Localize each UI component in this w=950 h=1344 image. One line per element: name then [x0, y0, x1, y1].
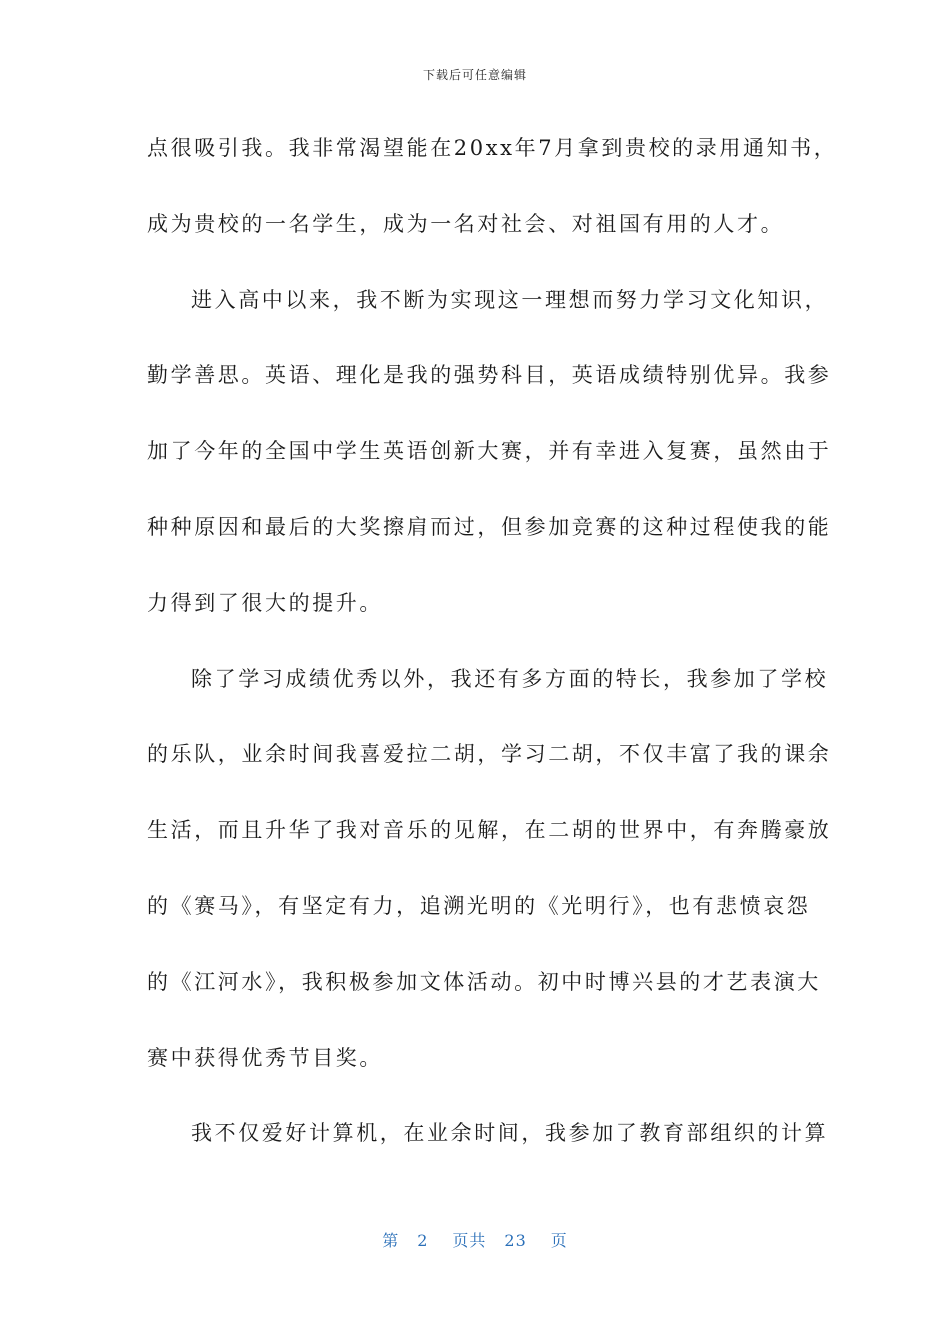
- page-suffix: 页: [550, 1231, 568, 1250]
- page-prefix: 第: [382, 1231, 400, 1250]
- document-body: [147, 125, 838, 1186]
- text-line: 的《赛马》，有坚定有力，追溯光明的《光明行》，也有悲愤哀怨: [147, 893, 811, 918]
- paragraph-start-line: 我不仅爱好计算机，在业余时间，我参加了教育部组织的计算: [191, 1121, 829, 1146]
- page-total: 23: [504, 1231, 527, 1250]
- text-line: 力得到了很大的提升。: [147, 590, 383, 615]
- text-line: 赛中获得优秀节目奖。: [147, 1045, 383, 1070]
- text-line: 勤学善思。英语、理化是我的强势科目，英语成绩特别优异。我参: [147, 363, 832, 388]
- text-line: 生活，而且升华了我对音乐的见解，在二胡的世界中，有奔腾豪放: [147, 818, 832, 843]
- page-number: 2: [417, 1231, 429, 1250]
- paragraph-start-line: 除了学习成绩优秀以外，我还有多方面的特长，我参加了学校: [191, 666, 829, 691]
- header-note: 下载后可任意编辑: [422, 68, 527, 82]
- page-footer: [0, 1228, 950, 1251]
- text-line: 种种原因和最后的大奖擦肩而过，但参加竞赛的这种过程使我的能: [147, 514, 832, 539]
- text-line: 的乐队，业余时间我喜爱拉二胡，学习二胡，不仅丰富了我的课余: [147, 742, 832, 767]
- text-line: 成为贵校的一名学生，成为一名对社会、对祖国有用的人才。: [147, 211, 785, 236]
- page-mid: 页共: [452, 1231, 487, 1250]
- paragraph-start-line: 进入高中以来，我不断为实现这一理想而努力学习文化知识，: [191, 287, 829, 312]
- text-line: 点很吸引我。我非常渴望能在20xx年7月拿到贵校的录用通知书，: [147, 136, 838, 160]
- text-line: 加了今年的全国中学生英语创新大赛，并有幸进入复赛，虽然由于: [147, 439, 832, 464]
- text-line: 的《江河水》，我积极参加文体活动。初中时博兴县的才艺表演大: [147, 969, 821, 994]
